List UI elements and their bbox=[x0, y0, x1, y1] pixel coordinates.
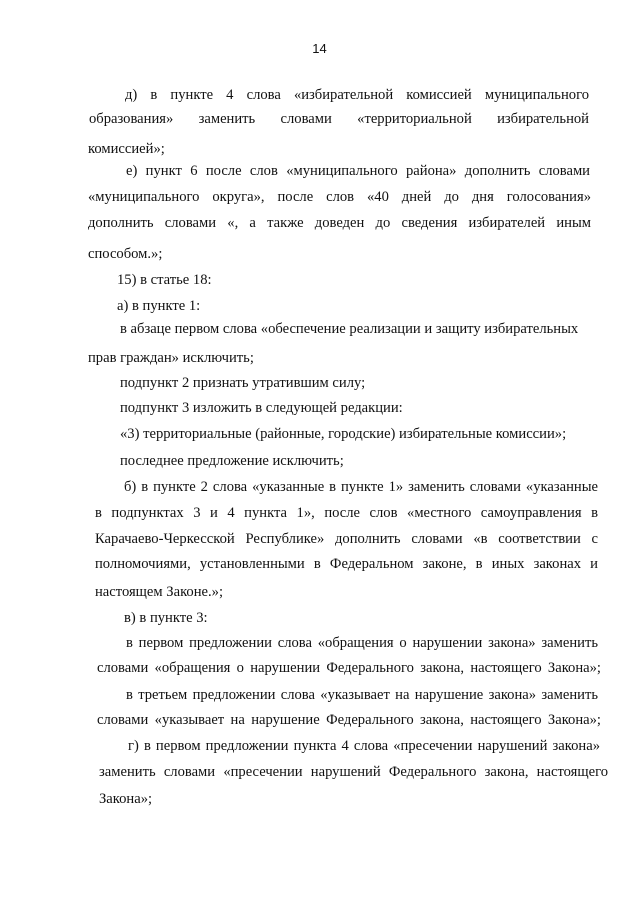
text-line: «муниципального округа», после слов «40 дней до дня голосования» bbox=[88, 189, 591, 205]
page-number: 14 bbox=[312, 41, 327, 56]
text-line: в) в пункте 3: bbox=[124, 610, 208, 626]
text-line: подпункт 3 изложить в следующей редакции: bbox=[120, 400, 403, 416]
text-line: Закона»; bbox=[99, 791, 153, 807]
text-line: подпункт 2 признать утратившим силу; bbox=[120, 375, 366, 391]
text-line: способом.»; bbox=[88, 246, 163, 262]
text-line: словами «обращения о нарушении Федерального закона, настоящего Закона»; bbox=[97, 660, 601, 676]
text-line: полномочиями, установленными в Федеральном законе, в иных законах и bbox=[95, 556, 598, 572]
text-line: в первом предложении слова «обращения о нарушении закона» заменить bbox=[126, 635, 598, 651]
text-line: настоящем Законе.»; bbox=[95, 584, 224, 600]
text-line: «3) территориальные (районные, городские) избирательные комиссии»; bbox=[120, 426, 567, 442]
text-line: заменить словами «пресечении нарушений Федерального закона, настоящего bbox=[99, 764, 608, 780]
text-line: 15) в статье 18: bbox=[117, 272, 212, 288]
text-line: последнее предложение исключить; bbox=[120, 453, 344, 469]
text-line: е) пункт 6 после слов «муниципального района» дополнить словами bbox=[126, 163, 590, 179]
text-line: в подпунктах 3 и 4 пункта 1», после слов «местного самоуправления в bbox=[95, 505, 598, 521]
text-line: дополнить словами «, а также доведен до сведения избирателей иным bbox=[88, 215, 591, 231]
text-line: г) в первом предложении пункта 4 слова «пресечении нарушений закона» bbox=[128, 738, 600, 754]
text-line: в абзаце первом слова «обеспечение реализации и защиту избирательных bbox=[120, 321, 579, 337]
text-line: в третьем предложении слова «указывает на нарушение закона» заменить bbox=[126, 687, 598, 703]
text-line: д) в пункте 4 слова «избирательной комиссией муниципального bbox=[125, 87, 589, 103]
text-line: комиссией»; bbox=[88, 141, 165, 157]
text-line: б) в пункте 2 слова «указанные в пункте 1» заменить словами «указанные bbox=[124, 479, 598, 495]
text-line: Карачаево-Черкесской Республике» дополнить словами «в соответствии с bbox=[95, 531, 598, 547]
text-line: а) в пункте 1: bbox=[117, 298, 201, 314]
text-line: образования» заменить словами «территориальной избирательной bbox=[89, 111, 589, 127]
text-line: прав граждан» исключить; bbox=[88, 350, 254, 366]
text-line: словами «указывает на нарушение Федерального закона, настоящего Закона»; bbox=[97, 712, 601, 728]
